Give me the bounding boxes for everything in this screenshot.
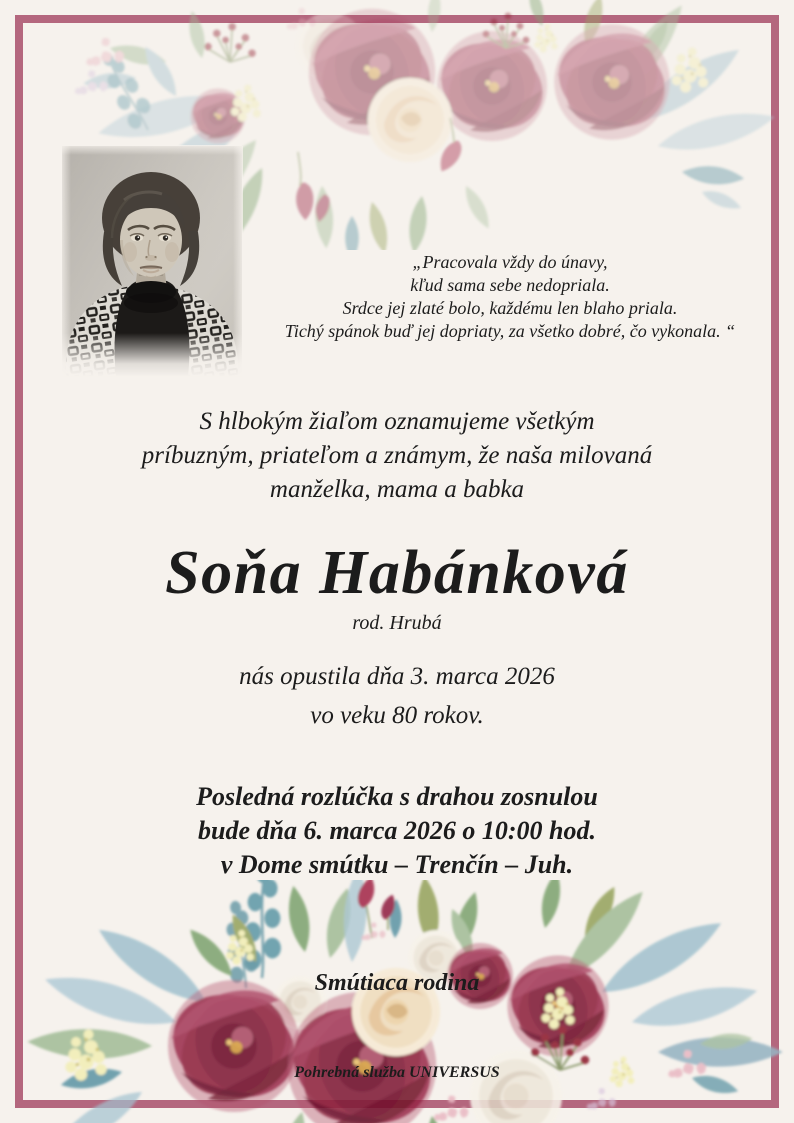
deceased-name: Soňa Habánková xyxy=(165,539,629,607)
farewell-line: Posledná rozlúčka s drahou zosnulou xyxy=(196,782,598,811)
quote-line: Srdce jej zlaté bolo, každému len blaho priala. xyxy=(342,298,678,318)
farewell-line: bude dňa 6. marca 2026 o 10:00 hod. xyxy=(198,816,596,845)
announcement-line: S hlbokým žiaľom oznamujeme všetkým xyxy=(199,408,595,435)
passing-age: vo veku 80 rokov. xyxy=(310,702,484,729)
quote-line: kľud sama sebe nedopriala. xyxy=(410,275,610,295)
funeral-service-credit: Pohrebná služba UNIVERSUS xyxy=(294,1064,500,1081)
bottom-floral-decoration xyxy=(0,880,794,1123)
announcement-line: príbuzným, priateľom a známym, že naša milovaná xyxy=(141,442,653,469)
portrait-photo xyxy=(62,146,242,376)
memorial-quote xyxy=(240,251,780,343)
announcement-line: manželka, mama a babka xyxy=(269,476,525,503)
passing-date: nás opustila dňa 3. marca 2026 xyxy=(239,663,555,690)
portrait-illustration xyxy=(62,146,242,376)
quote-line: „Pracovala vždy do únavy, xyxy=(412,252,608,272)
quote-line: Tichý spánok buď jej dopriaty, za všetko dobré, čo vykonala. “ xyxy=(284,321,736,341)
maiden-name: rod. Hrubá xyxy=(352,612,442,634)
farewell-details xyxy=(0,780,794,882)
farewell-line: v Dome smútku – Trenčín – Juh. xyxy=(220,850,574,879)
announcement-text xyxy=(0,405,794,507)
family-signature: Smútiaca rodina xyxy=(314,970,480,996)
